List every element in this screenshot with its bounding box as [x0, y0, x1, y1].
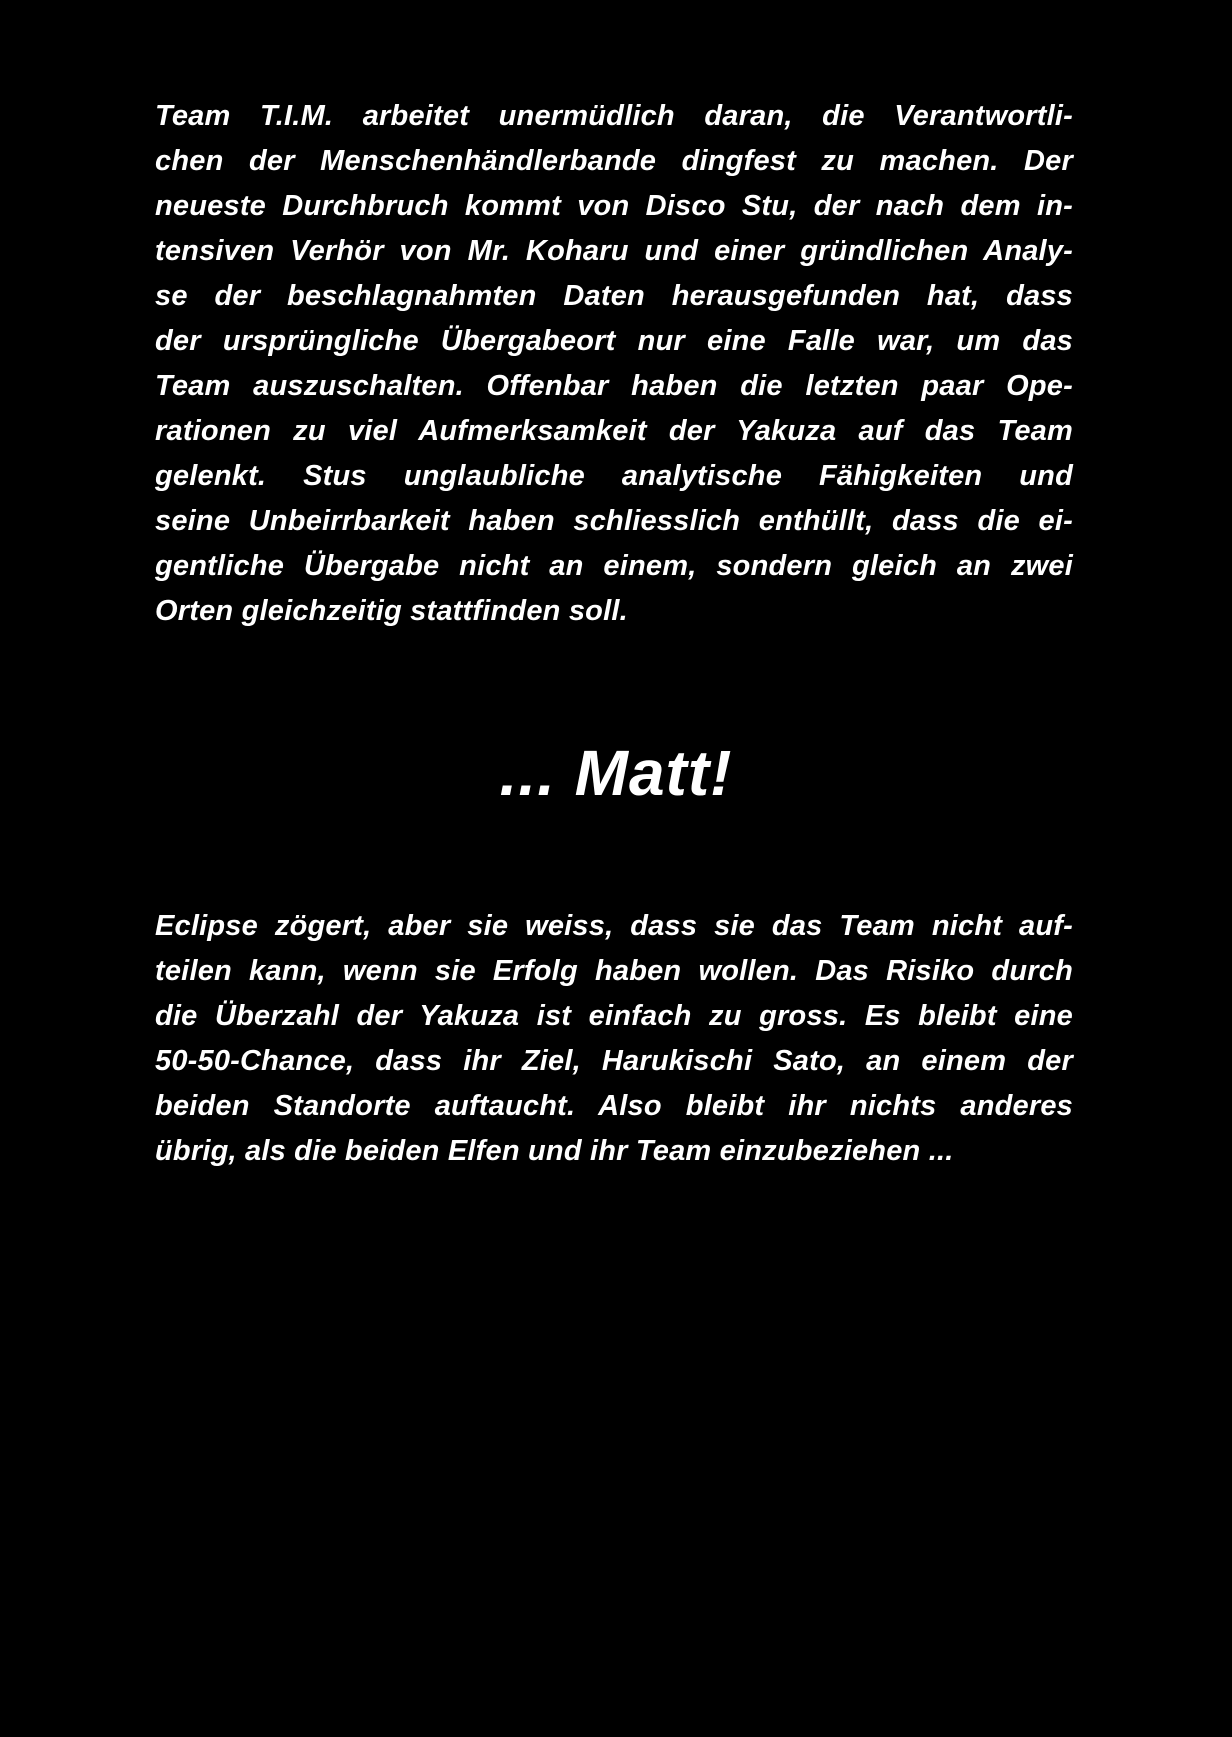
- narration-line: Team auszuschalten. Offenbar haben die letzten paar Ope-: [155, 370, 1073, 402]
- narration-line: Team T.I.M. arbeitet unermüdlich daran, die Verantwortli-: [155, 100, 1073, 132]
- narration-line: beiden Standorte auftaucht. Also bleibt ihr nichts anderes: [155, 1090, 1073, 1122]
- narration-line: die Überzahl der Yakuza ist einfach zu gross. Es bleibt eine: [155, 1000, 1073, 1032]
- narration-line: rationen zu viel Aufmerksamkeit der Yakuza auf das Team: [155, 415, 1073, 447]
- narration-line: se der beschlagnahmten Daten herausgefunden hat, dass: [155, 280, 1073, 312]
- narration-line: chen der Menschenhändlerbande dingfest zu machen. Der: [155, 145, 1073, 177]
- narration-line: gelenkt. Stus unglaubliche analytische Fähigkeiten und: [155, 460, 1073, 492]
- narration-line: tensiven Verhör von Mr. Koharu und einer gründlichen Analy-: [155, 235, 1073, 267]
- narration-line: gentliche Übergabe nicht an einem, sondern gleich an zwei: [155, 550, 1073, 582]
- narration-line: übrig, als die beiden Elfen und ihr Team einzubeziehen ...: [155, 1135, 954, 1167]
- narration-paragraph-bottom: [155, 904, 1073, 1174]
- narration-paragraph-top: [155, 94, 1073, 634]
- narration-line: seine Unbeirrbarkeit haben schliesslich enthüllt, dass die ei-: [155, 505, 1073, 537]
- narration-line: neueste Durchbruch kommt von Disco Stu, der nach dem in-: [155, 190, 1073, 222]
- narration-line: teilen kann, wenn sie Erfolg haben wollen. Das Risiko durch: [155, 955, 1073, 987]
- narration-line: Eclipse zögert, aber sie weiss, dass sie das Team nicht auf-: [155, 910, 1073, 942]
- narration-line: der ursprüngliche Übergabeort nur eine Falle war, um das: [155, 325, 1073, 357]
- callout-matt: ... Matt!: [499, 737, 733, 809]
- narration-line: 50-50-Chance, dass ihr Ziel, Harukischi Sato, an einem der: [155, 1045, 1073, 1077]
- narration-line: Orten gleichzeitig stattfinden soll.: [155, 595, 628, 627]
